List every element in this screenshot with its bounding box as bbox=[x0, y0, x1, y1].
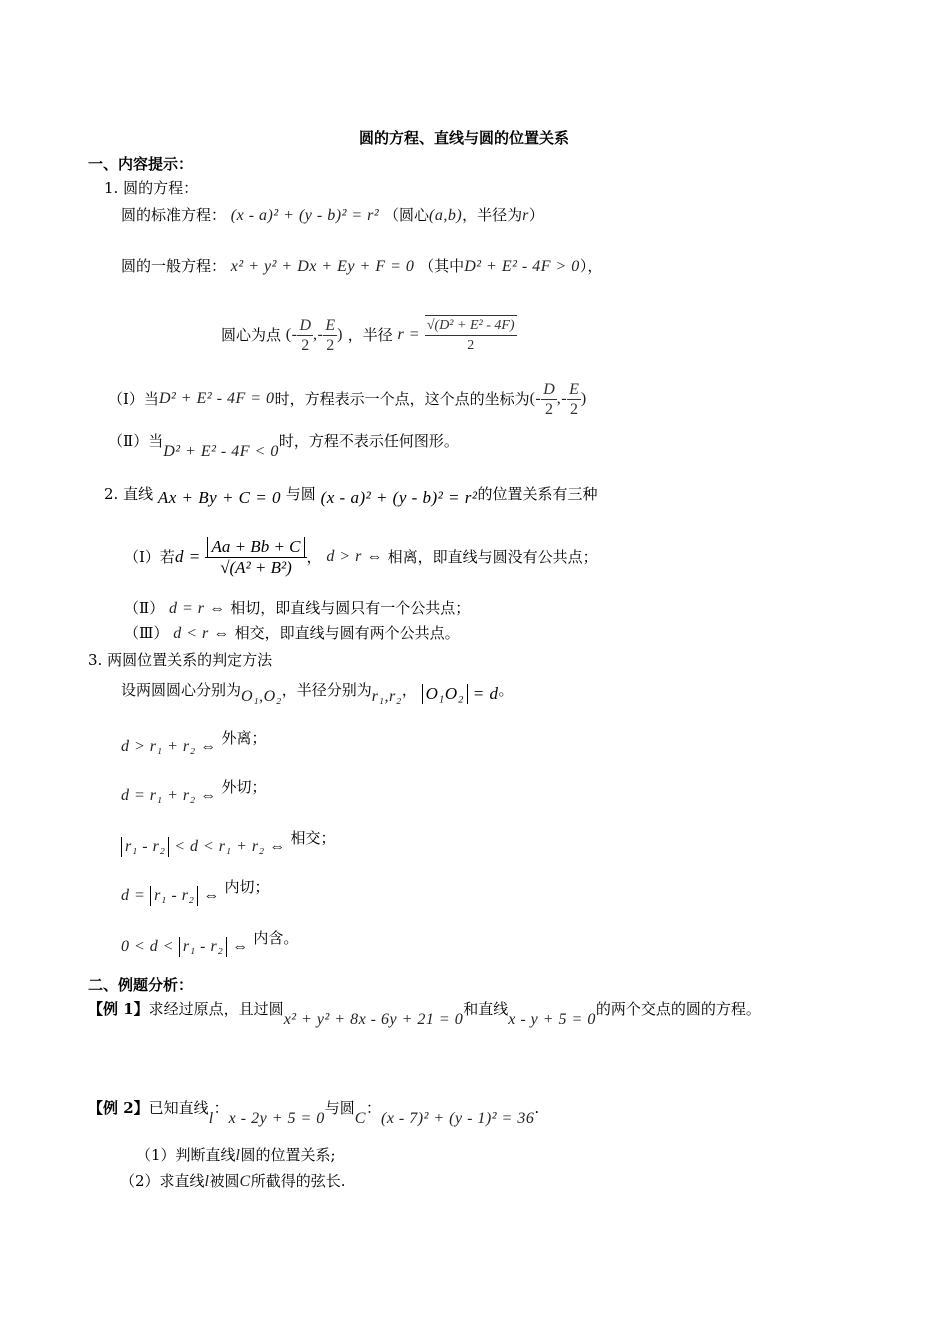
item2-case2-line bbox=[124, 598, 470, 619]
radius-numerator: √(D² + E² - 4F) bbox=[425, 315, 517, 336]
example2-circle-symbol: C bbox=[354, 1110, 366, 1127]
case1-y-denominator: 2 bbox=[570, 400, 579, 418]
section-heading-examples: 二、例题分析： bbox=[88, 976, 194, 994]
example1-text-c: 的两个交点的圆的方程。 bbox=[595, 1000, 761, 1018]
item2-line bbox=[104, 484, 598, 507]
example2-line bbox=[88, 1098, 540, 1127]
case1-text: 时，方程表示一个点，这个点的坐标为 bbox=[274, 390, 530, 408]
item2-case1-relation: d > r ⇔ bbox=[326, 548, 383, 565]
example1-line-equation: x - y + 5 = 0 bbox=[508, 1011, 596, 1028]
case1-point-left: (- bbox=[529, 390, 542, 407]
item2-case3-text: 相交，即直线与圆有两个公共点。 bbox=[234, 624, 460, 642]
case2-text: 时，方程不表示任何图形。 bbox=[278, 432, 459, 450]
center-label: 圆心为点 bbox=[221, 326, 282, 344]
case1-x-numerator: D bbox=[543, 380, 555, 398]
center-x-denominator: 2 bbox=[301, 336, 310, 354]
relation5-pre: 0 < d < bbox=[121, 938, 175, 955]
center-y-fraction bbox=[323, 316, 337, 355]
standard-radius-symbol: r bbox=[522, 207, 529, 224]
example2-question2 bbox=[120, 1171, 345, 1192]
radius-fraction bbox=[425, 315, 517, 355]
relation-intersect bbox=[121, 828, 336, 855]
page-title: 圆的方程、直线与圆的位置关系 bbox=[359, 129, 570, 147]
center-radius-line bbox=[221, 314, 517, 355]
standard-equation: (x - a)² + (y - b)² = r² bbox=[230, 207, 380, 224]
q2-line-symbol: l bbox=[204, 1173, 210, 1190]
center-distance-eq: = d bbox=[472, 684, 499, 703]
center-x-fraction bbox=[297, 316, 313, 355]
example2-text-a: 已知直线 bbox=[148, 1099, 209, 1117]
item2-case3-label: （Ⅲ） bbox=[124, 624, 169, 642]
item2-case2-relation: d = r ⇔ bbox=[168, 600, 226, 617]
q2-circle-symbol: C bbox=[239, 1173, 251, 1190]
example1-line bbox=[88, 999, 761, 1028]
relation-internal-tangent bbox=[121, 877, 270, 904]
standard-note-mid: ，半径为 bbox=[462, 206, 523, 224]
item3-intro-b: ，半径分别为 bbox=[281, 681, 372, 699]
center-y-denominator: 2 bbox=[326, 336, 335, 354]
relation4-formula: ⇔ bbox=[203, 887, 220, 904]
line-equation: Ax + By + C = 0 bbox=[157, 488, 281, 507]
center-right-paren: ) bbox=[337, 326, 343, 343]
relation3-abs: r₁ - r₂ bbox=[121, 837, 169, 857]
item2-case1-comma: ， bbox=[306, 548, 322, 566]
relation3-text: 相交； bbox=[290, 829, 336, 847]
relation4-pre: d = bbox=[121, 887, 146, 904]
example1-circle-equation: x² + y² + 8x - 6y + 21 = 0 bbox=[283, 1011, 464, 1028]
relation-external-separate bbox=[121, 728, 267, 755]
radius-denominator: 2 bbox=[467, 338, 475, 353]
case2-label: （Ⅱ）当 bbox=[108, 432, 164, 450]
item2-case1-label: （Ⅰ）若 bbox=[124, 548, 175, 566]
example1-text-b: 和直线 bbox=[463, 1000, 509, 1018]
section-heading-content: 一、内容提示： bbox=[88, 155, 194, 173]
item2-case2-label: （Ⅱ） bbox=[124, 599, 165, 617]
center-left-paren: (- bbox=[285, 326, 298, 343]
center-y-numerator: E bbox=[325, 316, 336, 334]
center-x-numerator: D bbox=[299, 316, 312, 334]
example1-text-a: 求经过原点，且过圆 bbox=[148, 1000, 284, 1018]
q2-text-b: 被圆 bbox=[209, 1172, 240, 1190]
example2-with-circle: 与圆 bbox=[324, 1099, 355, 1117]
item3-intro-c: ， bbox=[401, 681, 417, 699]
standard-equation-line bbox=[121, 205, 544, 226]
q1-text-a: （1）判断直线 bbox=[136, 1146, 236, 1164]
case1-line bbox=[108, 378, 587, 419]
relation5-abs: r₁ - r₂ bbox=[179, 937, 227, 957]
item2-tail: 的位置关系有三种 bbox=[477, 485, 598, 503]
example2-question1 bbox=[136, 1145, 336, 1166]
example2-circle-equation: (x - 7)² + (y - 1)² = 36 bbox=[380, 1110, 535, 1127]
case1-point-comma: ,- bbox=[556, 390, 568, 407]
example2-line-symbol: l bbox=[208, 1110, 214, 1127]
general-condition: D² + E² - 4F > 0 bbox=[464, 258, 580, 275]
relation1-text: 外离； bbox=[221, 729, 267, 747]
case1-point-right: ) bbox=[580, 390, 587, 407]
relation5-text: 内含。 bbox=[253, 929, 299, 947]
item2-case1-line bbox=[124, 532, 598, 581]
item2-case1-text: 相离，即直线与圆没有公共点； bbox=[387, 548, 598, 566]
q1-line-symbol: l bbox=[235, 1147, 241, 1164]
distance-denominator: √(A² + B²) bbox=[220, 558, 292, 577]
distance-fraction bbox=[205, 537, 306, 577]
radius-lhs: r = bbox=[397, 326, 421, 343]
case2-line bbox=[108, 431, 459, 460]
case1-equation: D² + E² - 4F = 0 bbox=[158, 390, 275, 407]
case1-y-fraction bbox=[567, 380, 581, 419]
relation4-abs: r₁ - r₂ bbox=[150, 886, 198, 906]
radius-label: ，半径 bbox=[347, 326, 393, 344]
item3-intro-line bbox=[121, 680, 514, 705]
distance-numerator-abs: Aa + Bb + C bbox=[207, 537, 304, 557]
relation2-formula: d = r₁ + r₂ ⇔ bbox=[121, 787, 217, 804]
example2-line-equation: x - 2y + 5 = 0 bbox=[228, 1110, 325, 1127]
q2-text-c: 所截得的弦长. bbox=[250, 1172, 346, 1190]
centers-symbols: O₁,O₂ bbox=[241, 688, 282, 705]
general-equation: x² + y² + Dx + Ey + F = 0 bbox=[230, 258, 415, 275]
relation3-formula: < d < r₁ + r₂ ⇔ bbox=[174, 838, 286, 855]
relation2-text: 外切； bbox=[221, 778, 267, 796]
case1-y-numerator: E bbox=[569, 380, 579, 398]
example1-label: 【例 1】 bbox=[88, 1000, 149, 1018]
case2-equation: D² + E² - 4F < 0 bbox=[163, 443, 279, 460]
example2-colon-1: ： bbox=[213, 1099, 229, 1117]
relation5-formula: ⇔ bbox=[232, 938, 249, 955]
item3-intro-end: 。 bbox=[498, 681, 514, 699]
distance-numerator bbox=[205, 537, 306, 558]
item2-case3-relation: d < r ⇔ bbox=[173, 625, 230, 642]
example2-period: . bbox=[534, 1099, 540, 1117]
item2-case2-text: 相切，即直线与圆只有一个公共点； bbox=[230, 599, 471, 617]
general-label: 圆的一般方程： bbox=[121, 257, 227, 275]
q1-text-b: 圆的位置关系; bbox=[240, 1146, 336, 1164]
item2-label: 2. 直线 bbox=[104, 485, 154, 503]
example2-colon-2: ： bbox=[365, 1099, 381, 1117]
relation-external-tangent bbox=[121, 777, 267, 804]
relation1-formula: d > r₁ + r₂ ⇔ bbox=[121, 738, 217, 755]
standard-center: (a,b) bbox=[428, 207, 463, 224]
general-equation-line bbox=[121, 256, 602, 277]
relation-contain bbox=[121, 928, 299, 955]
circle-equation: (x - a)² + (y - b)² = r² bbox=[320, 488, 478, 507]
with-circle: 与圆 bbox=[285, 485, 316, 503]
case1-label: （Ⅰ）当 bbox=[108, 390, 159, 408]
q2-text-a: （2）求直线 bbox=[120, 1172, 205, 1190]
general-note-open: （其中 bbox=[419, 257, 465, 275]
radii-symbols: r₁,r₂ bbox=[371, 688, 402, 705]
item2-case3-line bbox=[124, 623, 460, 644]
standard-label: 圆的标准方程： bbox=[121, 206, 227, 224]
distance-lhs: d = bbox=[174, 547, 201, 566]
case1-x-fraction bbox=[541, 380, 557, 419]
relation4-text: 内切； bbox=[224, 878, 270, 896]
center-comma: ,- bbox=[313, 326, 324, 343]
item3-label: 3. 两圆位置关系的判定方法 bbox=[88, 651, 273, 669]
standard-note-open: （圆心 bbox=[383, 206, 429, 224]
item1-label: 1. 圆的方程： bbox=[104, 179, 199, 197]
center-distance-abs: O₁O₂ bbox=[422, 684, 468, 704]
general-note-close: ）， bbox=[579, 257, 603, 275]
case1-x-denominator: 2 bbox=[545, 400, 554, 418]
example2-label: 【例 2】 bbox=[88, 1099, 149, 1117]
item3-intro-a: 设两圆圆心分别为 bbox=[121, 681, 242, 699]
standard-note-close: ） bbox=[528, 206, 544, 224]
